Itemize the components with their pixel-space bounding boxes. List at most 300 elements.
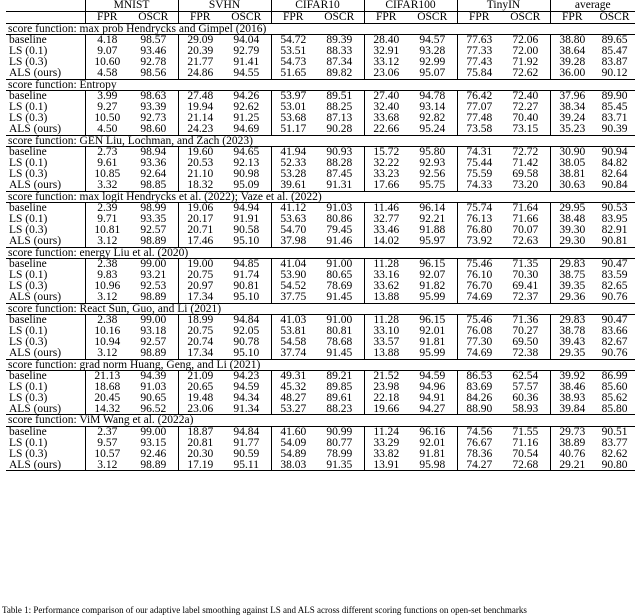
value-cell: 98.60 — [140, 122, 167, 135]
value-cell: 32.40 — [364, 102, 408, 113]
method-label: LS (0.3) — [9, 335, 48, 348]
value-cell: 95.97 — [419, 234, 446, 247]
value-cell: 69.50 — [512, 335, 539, 348]
value-cell: 90.51 — [594, 427, 635, 438]
value-cell: 95.24 — [419, 122, 446, 135]
value-cell: 96.15 — [408, 315, 457, 326]
value-cell: 95.11 — [222, 460, 271, 471]
table-row — [6, 180, 635, 191]
value-cell: 76.80 — [457, 225, 501, 236]
score-function-title: score function: React Sun, Guo, and Li (2021) — [6, 303, 635, 315]
value-cell: 29.36 — [550, 292, 594, 303]
value-cell: 73.20 — [512, 178, 539, 191]
value-cell: 90.53 — [594, 203, 635, 214]
value-cell: 90.47 — [594, 315, 635, 326]
dataset-header: SVHN — [178, 0, 271, 11]
value-cell: 19.94 — [178, 102, 222, 113]
value-cell: 11.46 — [364, 203, 408, 214]
dataset-header: MNIST — [85, 0, 178, 11]
value-cell: 75.84 — [457, 68, 501, 79]
value-cell: 20.81 — [178, 438, 222, 449]
value-cell: 94.84 — [222, 427, 271, 438]
value-cell: 18.99 — [178, 315, 222, 326]
value-cell: 99.00 — [129, 427, 178, 438]
value-cell: 53.01 — [271, 102, 315, 113]
value-cell: 73.58 — [457, 124, 501, 135]
metric-header: FPR — [85, 11, 129, 23]
value-cell: 72.27 — [512, 101, 539, 114]
value-cell: 87.45 — [326, 167, 353, 180]
value-cell: 54.52 — [271, 281, 315, 292]
value-cell: 19.48 — [178, 393, 222, 404]
value-cell: 92.53 — [140, 279, 167, 292]
value-cell: 75.44 — [457, 158, 501, 169]
score-function-title: score function: grad norm Huang, Geng, and Li (2021) — [6, 359, 635, 371]
value-cell: 9.83 — [85, 270, 129, 281]
value-cell: 54.70 — [271, 225, 315, 236]
value-cell: 78.99 — [326, 447, 353, 460]
value-cell: 9.61 — [85, 158, 129, 169]
value-cell: 91.82 — [419, 279, 446, 292]
value-cell: 19.60 — [178, 147, 222, 158]
value-cell: 38.93 — [550, 393, 594, 404]
score-function-row — [6, 359, 635, 371]
value-cell: 27.48 — [178, 91, 222, 102]
value-cell: 91.41 — [233, 55, 260, 68]
value-cell: 85.80 — [601, 402, 628, 415]
value-cell: 53.27 — [271, 404, 315, 415]
value-cell: 75.46 — [457, 259, 501, 270]
method-label: baseline — [6, 147, 85, 158]
value-cell: 91.31 — [326, 178, 353, 191]
value-cell: 80.77 — [326, 437, 353, 450]
method-label: ALS (ours) — [9, 402, 62, 415]
value-cell: 96.16 — [408, 427, 457, 438]
value-cell: 53.81 — [271, 326, 315, 337]
table-row — [6, 348, 635, 359]
value-cell: 39.30 — [550, 225, 594, 236]
value-cell: 41.03 — [271, 315, 315, 326]
value-cell: 92.57 — [140, 335, 167, 348]
value-cell: 11.28 — [364, 315, 408, 326]
value-cell: 98.63 — [129, 91, 178, 102]
value-cell: 69.41 — [512, 279, 539, 292]
value-cell: 90.58 — [233, 223, 260, 236]
value-cell: 90.65 — [140, 391, 167, 404]
dataset-header: CIFAR10 — [271, 0, 364, 11]
value-cell: 54.09 — [271, 438, 315, 449]
value-cell: 29.21 — [550, 460, 594, 471]
method-label: baseline — [6, 91, 85, 102]
score-function-title: score function: energy Liu et al. (2020) — [6, 247, 635, 259]
value-cell: 95.09 — [233, 178, 260, 191]
value-cell: 74.69 — [457, 348, 501, 359]
value-cell: 10.96 — [85, 281, 129, 292]
value-cell: 3.99 — [85, 91, 129, 102]
value-cell: 95.99 — [419, 290, 446, 303]
value-cell: 19.00 — [178, 259, 222, 270]
value-cell: 95.80 — [408, 147, 457, 158]
method-label: LS (0.3) — [9, 279, 48, 292]
method-label: baseline — [6, 259, 85, 270]
value-cell: 93.21 — [140, 269, 167, 282]
value-cell: 54.73 — [271, 57, 315, 68]
score-function-title: score function: GEN Liu, Lochman, and Zach (2023) — [6, 135, 635, 147]
value-cell: 98.57 — [129, 35, 178, 46]
method-label: baseline — [6, 203, 85, 214]
value-cell: 91.00 — [315, 259, 364, 270]
dataset-header: CIFAR100 — [364, 0, 457, 11]
value-cell: 24.86 — [178, 68, 222, 79]
value-cell: 96.52 — [140, 402, 167, 415]
value-cell: 86.99 — [594, 371, 635, 382]
value-cell: 20.97 — [178, 281, 222, 292]
value-cell: 54.72 — [271, 35, 315, 46]
value-cell: 94.39 — [129, 371, 178, 382]
value-cell: 41.04 — [271, 259, 315, 270]
value-cell: 29.30 — [550, 236, 594, 247]
value-cell: 33.82 — [364, 449, 408, 460]
dataset-header: TinyIN — [457, 0, 550, 11]
value-cell: 85.62 — [601, 391, 628, 404]
value-cell: 94.23 — [222, 371, 271, 382]
value-cell: 38.46 — [550, 382, 594, 393]
value-cell: 41.94 — [271, 147, 315, 158]
table-row — [6, 236, 635, 247]
value-cell: 33.23 — [364, 169, 408, 180]
value-cell: 85.47 — [601, 45, 628, 58]
corner-cell — [6, 0, 85, 11]
value-cell: 27.40 — [364, 91, 408, 102]
value-cell: 41.60 — [271, 427, 315, 438]
value-cell: 21.77 — [178, 57, 222, 68]
value-cell: 93.35 — [140, 213, 167, 226]
value-cell: 11.24 — [364, 427, 408, 438]
value-cell: 90.28 — [326, 122, 353, 135]
value-cell: 70.27 — [512, 325, 539, 338]
value-cell: 33.57 — [364, 337, 408, 348]
value-cell: 29.73 — [550, 427, 594, 438]
value-cell: 17.34 — [178, 348, 222, 359]
value-cell: 89.61 — [326, 391, 353, 404]
value-cell: 88.90 — [457, 404, 501, 415]
method-label: ALS (ours) — [9, 66, 62, 79]
metric-header: FPR — [457, 11, 501, 23]
value-cell: 92.07 — [419, 269, 446, 282]
value-cell: 21.13 — [85, 371, 129, 382]
value-cell: 33.29 — [364, 438, 408, 449]
value-cell: 77.63 — [457, 35, 501, 46]
value-cell: 91.88 — [419, 223, 446, 236]
value-cell: 92.73 — [140, 111, 167, 124]
value-cell: 71.36 — [501, 315, 550, 326]
value-cell: 83.95 — [601, 213, 628, 226]
value-cell: 91.00 — [315, 315, 364, 326]
value-cell: 96.15 — [408, 259, 457, 270]
value-cell: 33.12 — [364, 57, 408, 68]
score-function-row — [6, 135, 635, 147]
value-cell: 32.22 — [364, 158, 408, 169]
value-cell: 95.98 — [408, 460, 457, 471]
value-cell: 92.57 — [140, 223, 167, 236]
value-cell: 45.32 — [271, 382, 315, 393]
value-cell: 89.65 — [594, 35, 635, 46]
value-cell: 92.05 — [233, 325, 260, 338]
value-cell: 48.27 — [271, 393, 315, 404]
value-cell: 38.75 — [550, 270, 594, 281]
value-cell: 98.94 — [129, 147, 178, 158]
value-cell: 89.39 — [315, 35, 364, 46]
value-cell: 24.23 — [178, 124, 222, 135]
value-cell: 87.34 — [326, 55, 353, 68]
value-cell: 29.83 — [550, 259, 594, 270]
metric-header: FPR — [271, 11, 315, 23]
value-cell: 11.28 — [364, 259, 408, 270]
value-cell: 72.63 — [512, 234, 539, 247]
value-cell: 33.16 — [364, 270, 408, 281]
score-function-title: score function: max prob Hendrycks and Gimpel (2016) — [6, 23, 635, 35]
value-cell: 73.92 — [457, 236, 501, 247]
value-cell: 98.89 — [140, 234, 167, 247]
table-row — [6, 124, 635, 135]
value-cell: 53.90 — [271, 270, 315, 281]
value-cell: 52.33 — [271, 158, 315, 169]
value-cell: 94.55 — [233, 66, 260, 79]
value-cell: 20.53 — [178, 158, 222, 169]
value-cell: 92.79 — [233, 45, 260, 58]
value-cell: 21.14 — [178, 113, 222, 124]
value-cell: 71.92 — [512, 55, 539, 68]
method-label: ALS (ours) — [6, 460, 85, 471]
value-cell: 90.47 — [594, 259, 635, 270]
metric-header-row — [6, 11, 635, 23]
value-cell: 33.10 — [364, 326, 408, 337]
value-cell: 89.21 — [315, 371, 364, 382]
metric-header: OSCR — [222, 11, 271, 23]
value-cell: 70.40 — [512, 111, 539, 124]
value-cell: 37.74 — [271, 348, 315, 359]
value-cell: 20.39 — [178, 46, 222, 57]
value-cell: 33.46 — [364, 225, 408, 236]
value-cell: 53.28 — [271, 169, 315, 180]
value-cell: 9.57 — [85, 438, 129, 449]
value-cell: 39.92 — [550, 371, 594, 382]
value-cell: 90.94 — [594, 147, 635, 158]
value-cell: 20.45 — [85, 393, 129, 404]
value-cell: 69.58 — [512, 167, 539, 180]
value-cell: 83.59 — [601, 269, 628, 282]
method-label: LS (0.3) — [9, 447, 48, 460]
value-cell: 4.18 — [85, 35, 129, 46]
value-cell: 99.00 — [129, 259, 178, 270]
value-cell: 90.84 — [601, 178, 628, 191]
value-cell: 88.28 — [326, 157, 353, 170]
value-cell: 76.42 — [457, 91, 501, 102]
value-cell: 22.66 — [364, 124, 408, 135]
value-cell: 32.91 — [364, 46, 408, 57]
value-cell: 74.69 — [457, 292, 501, 303]
score-function-title: score function: max logit Hendrycks et al. (2022); Vaze et al. (2022) — [6, 191, 635, 203]
method-label: LS (0.3) — [9, 391, 48, 404]
value-cell: 94.85 — [222, 259, 271, 270]
metric-header: FPR — [364, 11, 408, 23]
value-cell: 88.25 — [326, 101, 353, 114]
value-cell: 93.28 — [419, 45, 446, 58]
value-cell: 94.59 — [408, 371, 457, 382]
value-cell: 90.99 — [315, 427, 364, 438]
value-cell: 2.39 — [85, 203, 129, 214]
value-cell: 83.71 — [601, 111, 628, 124]
value-cell: 38.34 — [550, 102, 594, 113]
value-cell: 15.72 — [364, 147, 408, 158]
value-cell: 20.74 — [178, 337, 222, 348]
score-function-row — [6, 79, 635, 91]
value-cell: 39.61 — [271, 180, 315, 191]
value-cell: 91.03 — [140, 381, 167, 394]
value-cell: 37.75 — [271, 292, 315, 303]
value-cell: 29.95 — [550, 203, 594, 214]
method-label: ALS (ours) — [9, 178, 62, 191]
value-cell: 3.32 — [85, 180, 129, 191]
value-cell: 90.93 — [315, 147, 364, 158]
dataset-header-row — [6, 0, 635, 11]
value-cell: 94.91 — [419, 391, 446, 404]
value-cell: 77.48 — [457, 113, 501, 124]
value-cell: 71.64 — [501, 203, 550, 214]
value-cell: 89.90 — [594, 91, 635, 102]
method-label: LS (0.3) — [9, 111, 48, 124]
value-cell: 94.65 — [222, 147, 271, 158]
value-cell: 98.56 — [140, 66, 167, 79]
value-cell: 92.01 — [419, 325, 446, 338]
value-cell: 95.10 — [233, 346, 260, 359]
value-cell: 36.00 — [550, 68, 594, 79]
value-cell: 84.26 — [457, 393, 501, 404]
value-cell: 13.88 — [364, 348, 408, 359]
value-cell: 93.14 — [419, 101, 446, 114]
value-cell: 62.54 — [501, 371, 550, 382]
value-cell: 18.32 — [178, 180, 222, 191]
value-cell: 3.12 — [85, 460, 129, 471]
value-cell: 10.57 — [85, 449, 129, 460]
value-cell: 17.19 — [178, 460, 222, 471]
value-cell: 72.68 — [501, 460, 550, 471]
method-label: LS (0.1) — [9, 45, 48, 58]
value-cell: 95.10 — [233, 234, 260, 247]
value-cell: 83.87 — [601, 55, 628, 68]
value-cell: 29.35 — [550, 348, 594, 359]
value-cell: 18.87 — [178, 427, 222, 438]
table-row — [6, 404, 635, 415]
value-cell: 2.73 — [85, 147, 129, 158]
value-cell: 32.77 — [364, 214, 408, 225]
value-cell: 92.13 — [233, 157, 260, 170]
value-cell: 90.39 — [601, 122, 628, 135]
value-cell: 98.89 — [129, 460, 178, 471]
value-cell: 13.88 — [364, 292, 408, 303]
value-cell: 60.36 — [512, 391, 539, 404]
value-cell: 91.35 — [315, 460, 364, 471]
method-label: baseline — [6, 35, 85, 46]
method-label: LS (0.1) — [9, 157, 48, 170]
value-cell: 38.89 — [550, 438, 594, 449]
value-cell: 37.98 — [271, 236, 315, 247]
value-cell: 38.05 — [550, 158, 594, 169]
value-cell: 13.91 — [364, 460, 408, 471]
results-table — [6, 0, 635, 471]
metric-header: OSCR — [501, 11, 550, 23]
value-cell: 23.06 — [364, 68, 408, 79]
value-cell: 53.63 — [271, 214, 315, 225]
value-cell: 3.12 — [85, 292, 129, 303]
value-cell: 91.45 — [326, 290, 353, 303]
value-cell: 20.71 — [178, 225, 222, 236]
method-label: LS (0.3) — [9, 223, 48, 236]
value-cell: 93.39 — [140, 101, 167, 114]
value-cell: 91.03 — [315, 203, 364, 214]
value-cell: 21.10 — [178, 169, 222, 180]
value-cell: 95.07 — [419, 66, 446, 79]
dataset-header: average — [550, 0, 635, 11]
method-label: LS (0.3) — [9, 55, 48, 68]
method-label: LS (0.1) — [9, 213, 48, 226]
value-cell: 95.75 — [419, 178, 446, 191]
value-cell: 71.55 — [501, 427, 550, 438]
value-cell: 90.76 — [601, 346, 628, 359]
value-cell: 57.57 — [512, 381, 539, 394]
score-function-title: score function: ViM Wang et al. (2022a) — [6, 415, 635, 427]
value-cell: 75.46 — [457, 315, 501, 326]
value-cell: 92.78 — [140, 55, 167, 68]
value-cell: 80.86 — [326, 213, 353, 226]
value-cell: 23.06 — [178, 404, 222, 415]
value-cell: 70.07 — [512, 223, 539, 236]
method-label: baseline — [6, 371, 85, 382]
value-cell: 96.14 — [408, 203, 457, 214]
value-cell: 74.33 — [457, 180, 501, 191]
value-cell: 94.34 — [233, 391, 260, 404]
value-cell: 90.78 — [233, 335, 260, 348]
metric-header: FPR — [178, 11, 222, 23]
value-cell: 74.56 — [457, 427, 501, 438]
value-cell: 39.84 — [550, 404, 594, 415]
value-cell: 77.07 — [457, 102, 501, 113]
method-label: LS (0.1) — [9, 325, 48, 338]
value-cell: 92.99 — [419, 55, 446, 68]
value-cell: 70.30 — [512, 269, 539, 282]
value-cell: 72.72 — [501, 147, 550, 158]
value-cell: 53.51 — [271, 46, 315, 57]
value-cell: 2.37 — [85, 427, 129, 438]
value-cell: 86.53 — [457, 371, 501, 382]
value-cell: 19.66 — [364, 404, 408, 415]
metric-header: OSCR — [408, 11, 457, 23]
value-cell: 91.45 — [326, 346, 353, 359]
score-function-row — [6, 247, 635, 259]
value-cell: 91.46 — [326, 234, 353, 247]
value-cell: 89.82 — [326, 66, 353, 79]
value-cell: 91.74 — [233, 269, 260, 282]
value-cell: 94.04 — [222, 35, 271, 46]
value-cell: 77.43 — [457, 57, 501, 68]
value-cell: 94.27 — [419, 402, 446, 415]
value-cell: 9.27 — [85, 102, 129, 113]
score-function-title: score function: Entropy — [6, 79, 635, 91]
value-cell: 72.06 — [501, 35, 550, 46]
value-cell: 71.16 — [512, 437, 539, 450]
value-cell: 95.99 — [419, 346, 446, 359]
value-cell: 54.89 — [271, 449, 315, 460]
